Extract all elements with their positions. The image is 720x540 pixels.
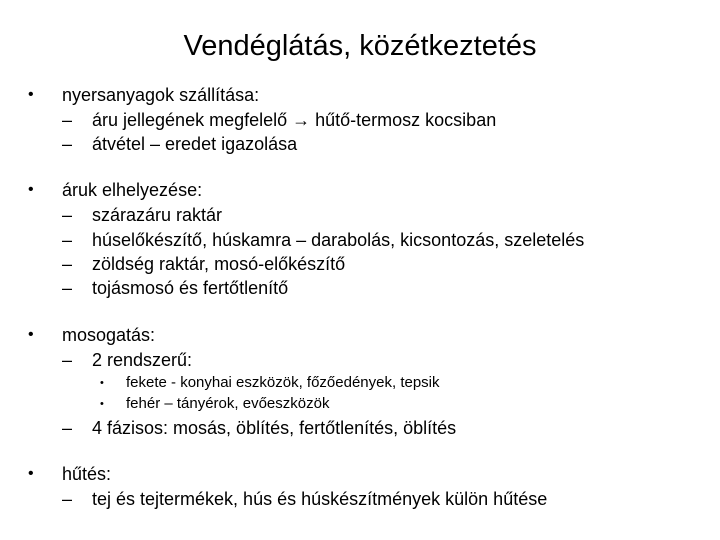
section-heading: áruk elhelyezése: (62, 180, 203, 200)
list-item-text: húselőkészítő, húskamra – darabolás, kicsontozás, szeletelés (92, 230, 585, 250)
list-item (62, 277, 288, 299)
bullet-icon: • (28, 181, 34, 198)
list-item (62, 204, 222, 226)
dash-icon: – (62, 205, 73, 225)
dash-icon: – (62, 110, 73, 130)
sub-list-item: fekete - konyhai eszközök, főzőedények, tepsik (126, 374, 440, 391)
dash-icon: – (62, 278, 73, 298)
list-item (62, 417, 456, 439)
list-item (62, 109, 496, 131)
list-item-text: tej és tejtermékek, hús és húskészítmények külön hűtése (92, 489, 548, 509)
bullet-icon: • (28, 465, 34, 482)
section-heading: mosogatás: (62, 325, 156, 345)
list-item-text: szárazáru raktár (92, 205, 223, 225)
list-item-text: 4 fázisos: mosás, öblítés, fertőtlenítés, öblítés (92, 418, 457, 438)
list-item (62, 229, 584, 251)
list-item (62, 349, 192, 371)
dash-icon: – (62, 350, 73, 370)
list-item (62, 488, 547, 510)
section-heading: hűtés: (62, 464, 112, 484)
slide-title: Vendéglátás, közétkeztetés (183, 30, 537, 62)
list-item-text: 2 rendszerű: (92, 350, 193, 370)
dash-icon: – (62, 489, 73, 509)
dash-icon: – (62, 230, 73, 250)
list-item (62, 253, 345, 275)
bullet-icon: • (28, 326, 34, 343)
dash-icon: – (62, 134, 73, 154)
bullet-icon: • (28, 86, 34, 103)
list-item-text: átvétel – eredet igazolása (92, 134, 298, 154)
sub-bullet-icon: • (100, 398, 104, 410)
list-item-text: zöldség raktár, mosó-előkészítő (92, 254, 346, 274)
list-item-text: tojásmosó és fertőtlenítő (92, 278, 289, 298)
sub-list-item: fehér – tányérok, evőeszközök (126, 395, 330, 412)
dash-icon: – (62, 254, 73, 274)
dash-icon: – (62, 418, 73, 438)
section-heading: nyersanyagok szállítása: (62, 85, 260, 105)
list-item-text: áru jellegének megfelelő → hűtő-termosz kocsiban (92, 110, 497, 130)
sub-bullet-icon: • (100, 377, 104, 389)
list-item (62, 133, 297, 155)
